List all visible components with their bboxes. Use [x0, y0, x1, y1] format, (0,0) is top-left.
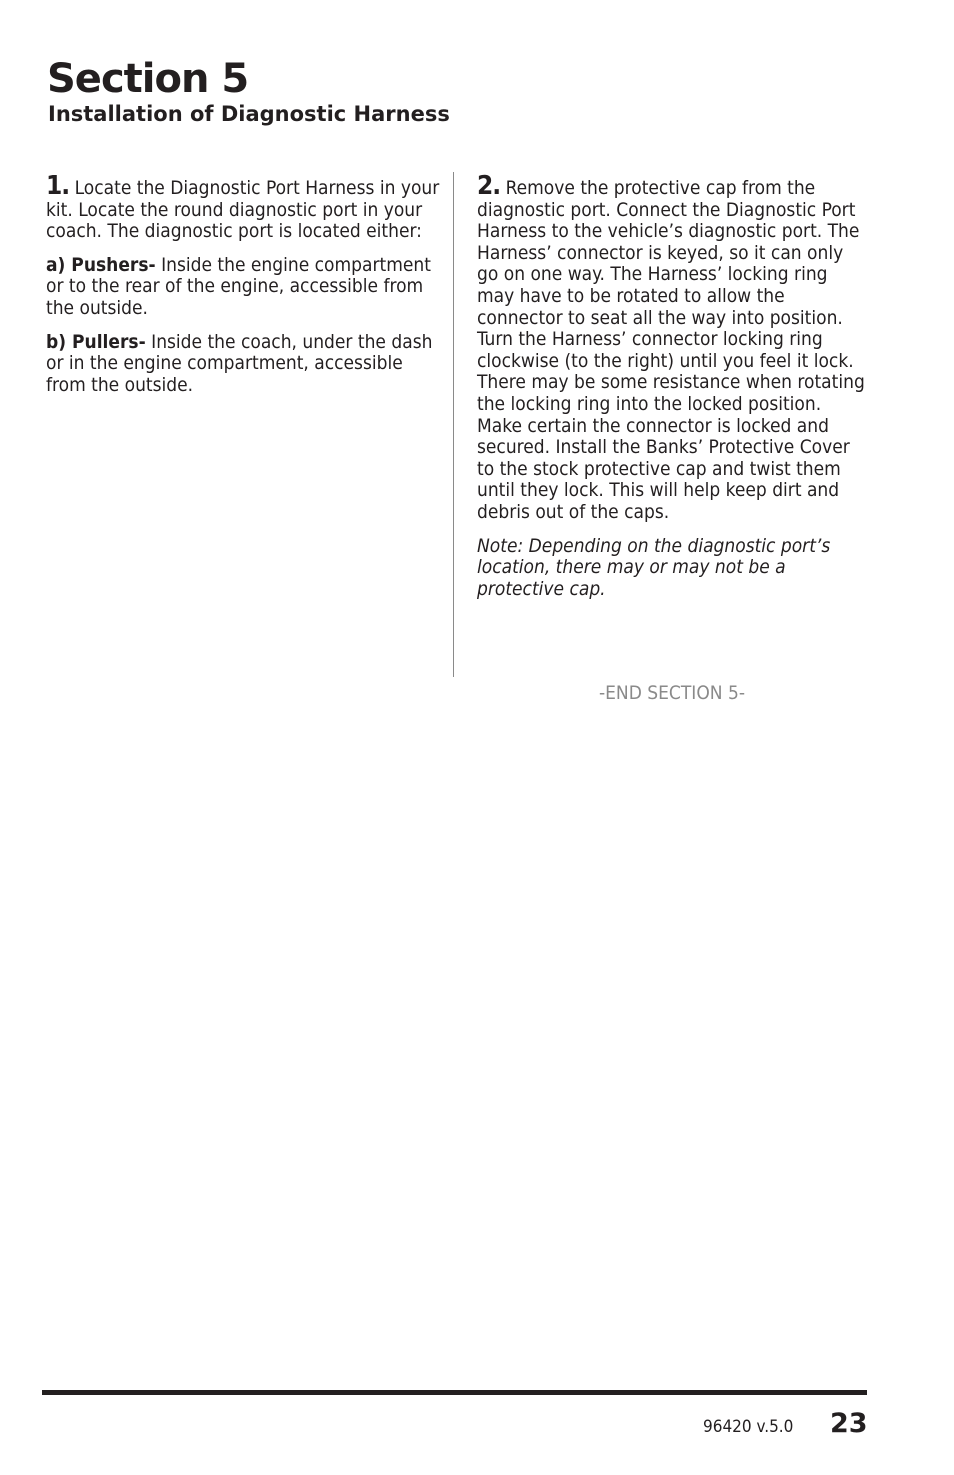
section-subtitle: Installation of Diagnostic Harness — [48, 102, 450, 126]
step-2-number: 2. — [477, 171, 501, 201]
step-1-text: Locate the Diagnostic Port Harness in your kit. Locate the round diagnostic port in your coach. The diagnostic port is located either: — [46, 177, 440, 243]
page-number: 23 — [830, 1408, 868, 1439]
option-pushers — [46, 255, 441, 320]
footer-rule — [42, 1390, 867, 1395]
document-id: 96420 v.5.0 — [703, 1417, 794, 1437]
section-title: Section 5 — [47, 56, 249, 102]
option-pullers-label: b) Pullers- — [46, 330, 146, 353]
end-section-marker: -END SECTION 5- — [598, 682, 746, 704]
step-1-paragraph — [46, 171, 441, 243]
option-pullers-text: Inside the coach, under the dash or in the engine compartment, accessible from the outside. — [46, 330, 433, 396]
option-pushers-label: a) Pushers- — [46, 253, 156, 276]
step-2-note: Note: Depending on the diagnostic port’s location, there may or may not be a protective cap. — [477, 534, 831, 600]
step-2-paragraph — [477, 171, 867, 524]
step-2-text: Remove the protective cap from the diagnostic port. Connect the Diagnostic Port Harness to the vehicle’s diagnostic port. The Harness’ connector is keyed, so it can only go on one way. The Harness’ locking ring may have to be rotated to allow the connector to seat all the way into position. Turn the Harness’ connector locking ring clockwise (to the right) until you feel it lock. There may be some resistance when rotating the locking ring into the locked position. Make certain the connector is locked and secured. Install the Banks’ Protective Cover to the stock protective cap and twist them until they lock. This will help keep dirt and debris out of the caps. — [477, 177, 865, 523]
step-1-column — [46, 171, 441, 408]
step-1-number: 1. — [46, 171, 70, 201]
step-2-column — [477, 171, 867, 612]
option-pullers — [46, 332, 441, 397]
option-pushers-text: Inside the engine compartment or to the rear of the engine, accessible from the outside. — [46, 253, 431, 319]
column-divider — [453, 172, 454, 677]
